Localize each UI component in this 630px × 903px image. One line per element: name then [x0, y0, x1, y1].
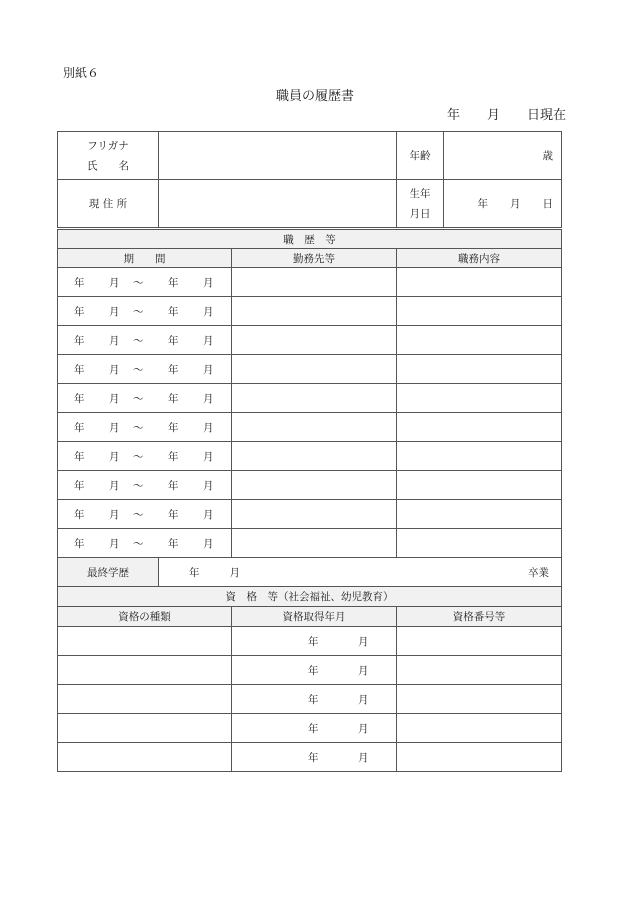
period-cell[interactable]	[58, 500, 232, 529]
period-cell[interactable]	[58, 268, 232, 297]
history-row	[58, 413, 562, 442]
qual-month-unit: 月	[358, 664, 369, 677]
period-cell[interactable]	[58, 529, 232, 558]
start-month-unit: 月	[109, 421, 120, 434]
qualification-row	[58, 743, 562, 772]
date-month: 月	[487, 108, 501, 123]
workplace-field[interactable]	[232, 471, 397, 500]
birth-day-unit: 日	[542, 198, 553, 210]
qual-type-field[interactable]	[58, 743, 232, 772]
qual-number-field[interactable]	[397, 685, 562, 714]
start-year-unit: 年	[74, 276, 85, 289]
period-tilde: ～	[133, 479, 144, 492]
end-month-unit: 月	[203, 392, 214, 405]
start-month-unit: 月	[109, 363, 120, 376]
workplace-field[interactable]	[232, 326, 397, 355]
period-tilde: ～	[133, 421, 144, 434]
birthdate-label	[397, 180, 444, 228]
duties-field[interactable]	[397, 529, 562, 558]
start-month-unit: 月	[109, 508, 120, 521]
qual-year-unit: 年	[308, 722, 319, 735]
end-month-unit: 月	[203, 305, 214, 318]
start-month-unit: 月	[109, 450, 120, 463]
col-qual-date-header: 資格取得年月	[232, 607, 397, 627]
period-tilde: ～	[133, 508, 144, 521]
start-month-unit: 月	[109, 334, 120, 347]
qual-month-unit: 月	[358, 751, 369, 764]
qual-date-field[interactable]	[232, 627, 397, 656]
col-qual-number-header: 資格番号等	[397, 607, 562, 627]
end-year-unit: 年	[168, 305, 179, 318]
period-cell[interactable]	[58, 384, 232, 413]
end-month-unit: 月	[203, 363, 214, 376]
qualification-row	[58, 714, 562, 743]
birthdate-field[interactable]	[444, 180, 562, 228]
start-year-unit: 年	[74, 392, 85, 405]
start-month-unit: 月	[109, 479, 120, 492]
start-month-unit: 月	[109, 392, 120, 405]
birthdate-label-line1: 生年	[409, 187, 431, 200]
qual-year-unit: 年	[308, 751, 319, 764]
education-year-unit: 年	[189, 566, 200, 579]
history-row	[58, 529, 562, 558]
education-label: 最終学歴	[58, 558, 159, 587]
qual-type-field[interactable]	[58, 714, 232, 743]
duties-field[interactable]	[397, 268, 562, 297]
start-month-unit: 月	[109, 537, 120, 550]
workplace-field[interactable]	[232, 297, 397, 326]
end-month-unit: 月	[203, 479, 214, 492]
duties-field[interactable]	[397, 413, 562, 442]
birthdate-label-line2: 月日	[409, 207, 431, 220]
end-month-unit: 月	[203, 508, 214, 521]
start-year-unit: 年	[74, 305, 85, 318]
history-row	[58, 384, 562, 413]
qual-type-field[interactable]	[58, 627, 232, 656]
col-duties-header: 職務内容	[397, 249, 562, 268]
name-field[interactable]	[159, 132, 397, 180]
qual-type-field[interactable]	[58, 656, 232, 685]
history-row	[58, 326, 562, 355]
end-year-unit: 年	[168, 363, 179, 376]
date-day-now: 日現在	[527, 108, 567, 123]
period-tilde: ～	[133, 334, 144, 347]
duties-field[interactable]	[397, 326, 562, 355]
as-of-date	[447, 104, 566, 123]
qualification-row	[58, 685, 562, 714]
birth-month-unit: 月	[510, 198, 521, 210]
duties-field[interactable]	[397, 500, 562, 529]
work-history-table	[57, 229, 562, 558]
start-year-unit: 年	[74, 363, 85, 376]
history-row	[58, 442, 562, 471]
qual-year-unit: 年	[308, 664, 319, 677]
period-tilde: ～	[133, 392, 144, 405]
qual-month-unit: 月	[358, 722, 369, 735]
furigana-label: フリガナ	[87, 139, 129, 152]
end-year-unit: 年	[168, 537, 179, 550]
end-year-unit: 年	[168, 334, 179, 347]
history-row	[58, 268, 562, 297]
duties-field[interactable]	[397, 442, 562, 471]
start-month-unit: 月	[109, 276, 120, 289]
col-workplace-header: 勤務先等	[232, 249, 397, 268]
education-table	[57, 557, 562, 587]
start-year-unit: 年	[74, 479, 85, 492]
qual-date-field[interactable]	[232, 656, 397, 685]
period-cell[interactable]	[58, 442, 232, 471]
end-year-unit: 年	[168, 392, 179, 405]
start-year-unit: 年	[74, 508, 85, 521]
graduated-label: 卒業	[528, 566, 549, 579]
end-month-unit: 月	[203, 421, 214, 434]
end-year-unit: 年	[168, 450, 179, 463]
age-unit: 歳	[542, 150, 553, 162]
attachment-label: 別紙６	[63, 66, 100, 80]
qual-date-field[interactable]	[232, 714, 397, 743]
age-field[interactable]	[444, 132, 562, 180]
qualification-row	[58, 627, 562, 656]
period-tilde: ～	[133, 276, 144, 289]
education-field[interactable]	[159, 558, 562, 587]
history-row	[58, 355, 562, 384]
qual-type-field[interactable]	[58, 685, 232, 714]
education-month-unit: 月	[229, 566, 240, 579]
end-year-unit: 年	[168, 276, 179, 289]
period-tilde: ～	[133, 363, 144, 376]
qualification-row	[58, 656, 562, 685]
qual-number-field[interactable]	[397, 743, 562, 772]
period-tilde: ～	[133, 450, 144, 463]
start-month-unit: 月	[109, 305, 120, 318]
period-cell[interactable]	[58, 326, 232, 355]
end-year-unit: 年	[168, 479, 179, 492]
period-tilde: ～	[133, 305, 144, 318]
qual-month-unit: 月	[358, 635, 369, 648]
end-month-unit: 月	[203, 276, 214, 289]
workplace-field[interactable]	[232, 529, 397, 558]
end-year-unit: 年	[168, 508, 179, 521]
end-month-unit: 月	[203, 334, 214, 347]
duties-field[interactable]	[397, 384, 562, 413]
end-year-unit: 年	[168, 421, 179, 434]
personal-info-table	[57, 131, 562, 228]
qual-date-field[interactable]	[232, 743, 397, 772]
age-label: 年齢	[397, 132, 444, 180]
duties-field[interactable]	[397, 297, 562, 326]
qual-month-unit: 月	[358, 693, 369, 706]
date-year: 年	[447, 108, 461, 123]
qual-year-unit: 年	[308, 635, 319, 648]
history-row	[58, 500, 562, 529]
name-label: 氏 名	[87, 159, 129, 172]
period-cell[interactable]	[58, 355, 232, 384]
workplace-field[interactable]	[232, 268, 397, 297]
col-qual-type-header: 資格の種類	[58, 607, 232, 627]
workplace-field[interactable]	[232, 384, 397, 413]
workplace-field[interactable]	[232, 413, 397, 442]
qual-number-field[interactable]	[397, 656, 562, 685]
start-year-unit: 年	[74, 334, 85, 347]
workplace-field[interactable]	[232, 500, 397, 529]
form-title: 職員の履歴書	[275, 89, 354, 104]
history-row	[58, 297, 562, 326]
period-cell[interactable]	[58, 297, 232, 326]
birth-year-unit: 年	[477, 198, 488, 210]
period-tilde: ～	[133, 537, 144, 550]
address-label: 現 住 所	[58, 180, 159, 228]
qualifications-table	[57, 586, 562, 772]
col-period-header: 期 間	[58, 249, 232, 268]
qual-year-unit: 年	[308, 693, 319, 706]
end-month-unit: 月	[203, 450, 214, 463]
workplace-field[interactable]	[232, 355, 397, 384]
history-row	[58, 471, 562, 500]
qualifications-section-title: 資 格 等（社会福祉、幼児教育）	[58, 587, 562, 607]
qual-date-field[interactable]	[232, 685, 397, 714]
work-history-section-title: 職 歴 等	[58, 230, 562, 249]
workplace-field[interactable]	[232, 442, 397, 471]
end-month-unit: 月	[203, 537, 214, 550]
name-label-cell	[58, 132, 159, 180]
start-year-unit: 年	[74, 421, 85, 434]
qual-number-field[interactable]	[397, 627, 562, 656]
address-field[interactable]	[159, 180, 397, 228]
period-cell[interactable]	[58, 413, 232, 442]
start-year-unit: 年	[74, 537, 85, 550]
duties-field[interactable]	[397, 355, 562, 384]
duties-field[interactable]	[397, 471, 562, 500]
period-cell[interactable]	[58, 471, 232, 500]
qual-number-field[interactable]	[397, 714, 562, 743]
start-year-unit: 年	[74, 450, 85, 463]
